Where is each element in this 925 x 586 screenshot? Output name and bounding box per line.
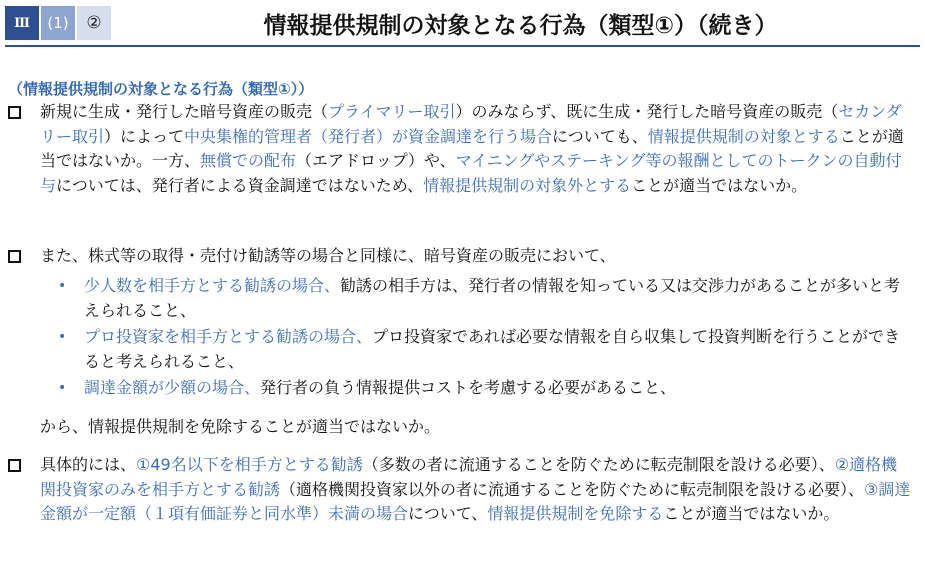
text-span: 新規に生成・発行した暗号資産の販売（	[40, 102, 329, 121]
text-span: ）のみならず、既に生成・発行した暗号資産の販売（	[455, 102, 839, 121]
text-span: 勧誘の相手方は、発行者の情報を知っている又は交渉力があることが多いと考えられること、	[84, 276, 901, 320]
text-span: （多数の者に流通することを防ぐために転売制限を設ける必要）、	[362, 455, 835, 474]
text-span: についても、	[552, 126, 648, 146]
paragraph-3	[40, 453, 913, 527]
section-tag-item: ②	[77, 6, 111, 40]
highlight-span: 中央集権的管理者（発行者）が資金調達を行う場合	[184, 126, 553, 146]
bullet-dot-icon: •	[58, 329, 67, 345]
slide-header	[0, 0, 925, 48]
bullet-dot-icon: •	[58, 380, 67, 396]
text-span: プロ投資家であれば必要な情報を自ら収集して投資判断を行うことができると考えられること、	[84, 327, 901, 371]
highlight-span: 情報提供規制を免除する	[487, 504, 664, 523]
checkbox-bullet-icon	[8, 459, 21, 472]
paragraph-2-conclusion: から、情報提供規制を免除することが適当ではないか。	[40, 417, 441, 436]
page-title: 情報提供規制の対象となる行為（類型①）（続き）	[263, 12, 778, 39]
highlight-span: 少人数を相手方とする勧誘の場合、	[84, 276, 341, 295]
text-span: 発行者の負う情報提供コストを考慮する必要があること、	[260, 378, 677, 397]
text-span: （エアドロップ）や、	[296, 151, 456, 170]
highlight-span: 無償での配布	[200, 151, 297, 170]
list-item	[84, 325, 914, 374]
highlight-span: プライマリー取引	[328, 102, 456, 121]
highlight-span: プロ投資家を相手方とする勧誘の場合、	[84, 327, 373, 346]
text-span: ことが適当ではないか。	[631, 175, 808, 195]
highlight-span: 情報提供規制の対象外とする	[423, 175, 632, 195]
paragraph-2-intro: また、株式等の取得・売付け勧誘等の場合と同様に、暗号資産の販売において、	[40, 246, 616, 265]
list-item	[84, 274, 914, 323]
text-span: ）によって	[104, 126, 185, 146]
bullet-dot-icon: •	[58, 278, 67, 294]
highlight-span: ③調達金額が一定額（１項有価証券と同水準）未満の場合	[40, 479, 911, 523]
list-item	[84, 376, 914, 401]
text-span: について、	[408, 504, 488, 523]
text-span: ことが適当ではないか。	[663, 504, 840, 523]
checkbox-bullet-icon	[8, 106, 21, 119]
section-tag-chapter: Ⅲ	[5, 6, 39, 40]
paragraph-1	[40, 100, 913, 198]
header-divider	[5, 45, 920, 47]
section-tag-subsection: (1)	[41, 6, 75, 40]
highlight-span: ②適格機関投資家のみを相手方とする勧誘	[40, 455, 898, 499]
highlight-span: 情報提供規制の対象とする	[647, 126, 840, 146]
section-subheading: （情報提供規制の対象となる行為（類型①））	[8, 80, 314, 98]
highlight-span: マイニングやステーキング等の報酬としてのトークンの自動付与	[40, 151, 902, 195]
text-span: （適格機関投資家以外の者に流通することを防ぐために転売制限を設ける必要）、	[280, 479, 865, 499]
text-span: ことが適当ではないか。一方、	[40, 126, 904, 170]
text-span: 具体的には、	[40, 455, 137, 474]
checkbox-bullet-icon	[8, 250, 21, 263]
highlight-span: セカンダリー取引	[40, 102, 902, 146]
highlight-span: 調達金額が少額の場合、	[84, 378, 261, 397]
highlight-span: ①49名以下を相手方とする勧誘	[136, 455, 363, 474]
text-span: については、発行者による資金調達ではないため、	[56, 175, 424, 195]
